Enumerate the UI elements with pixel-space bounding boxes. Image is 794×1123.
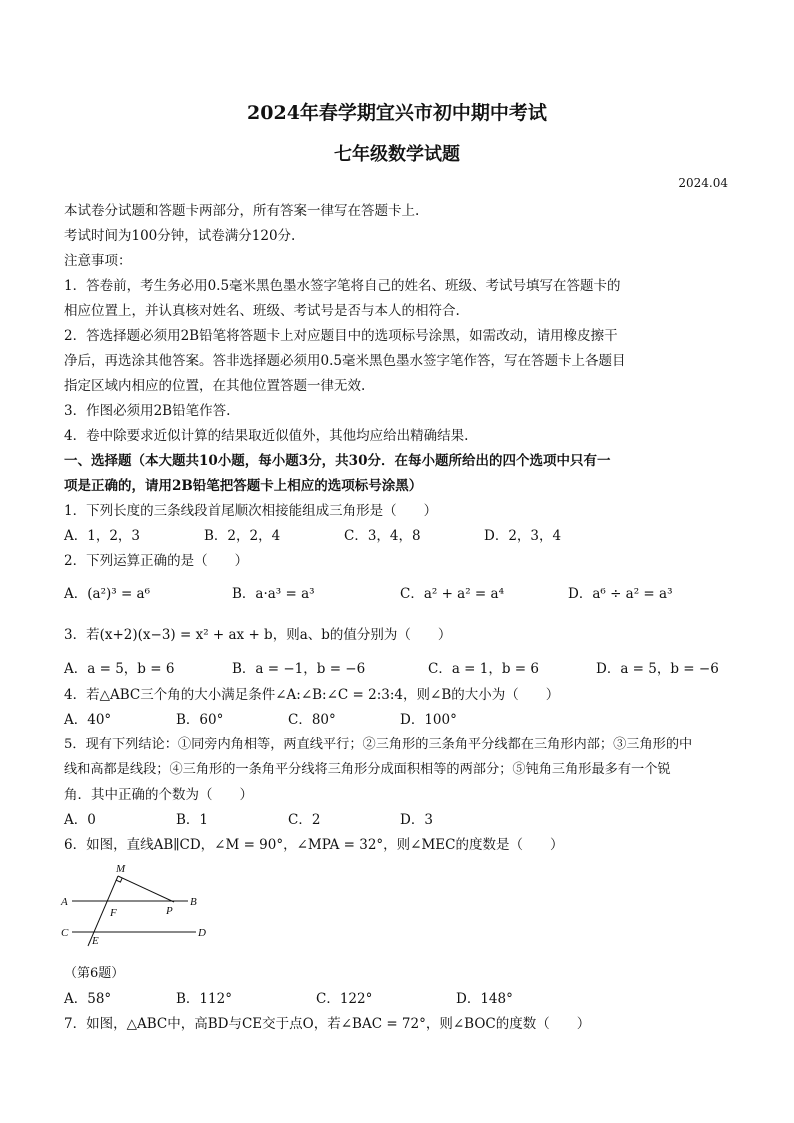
question-6-stem: 6．如图，直线AB∥CD，∠M = 90°，∠MPA = 32°，则∠MEC的度数是（ ） (64, 837, 564, 853)
q3-option-d[interactable]: D．a = 5，b = −6 (596, 661, 719, 677)
label-p: P (166, 905, 173, 917)
q1-option-a[interactable]: A．1，2，3 (64, 528, 141, 544)
question-3-stem: 3．若(x+2)(x−3) = x² + ax + b，则a、b的值分别为（ ） (64, 627, 452, 643)
intro-line: 1．答卷前，考生务必用0.5毫米黑色墨水签字笔将自己的姓名、班级、考试号填写在答题卡的 (64, 278, 621, 294)
section-heading: 一、选择题（本大题共10小题，每小题3分，共30分．在每小题所给出的四个选项中只有一 (64, 453, 611, 469)
q5-option-c[interactable]: C．2 (288, 812, 321, 828)
label-a: A (61, 896, 68, 908)
intro-line: 注意事项： (64, 253, 132, 269)
intro-line: 2．答选择题必须用2B铅笔将答题卡上对应题目中的选项标号涂黑，如需改动，请用橡皮擦干 (64, 328, 618, 344)
q5-option-d[interactable]: D．3 (400, 812, 433, 828)
q2-option-a[interactable]: A．(a²)³ = a⁶ (64, 586, 151, 602)
q5-option-b[interactable]: B．1 (176, 812, 209, 828)
q2-option-b[interactable]: B．a·a³ = a³ (232, 586, 315, 602)
section-heading: 项是正确的，请用2B铅笔把答题卡上相应的选项标号涂黑） (64, 478, 423, 494)
label-d: D (198, 927, 206, 939)
intro-line: 指定区域内相应的位置，在其他位置答题一律无效. (64, 378, 366, 394)
exam-subtitle: 七年级数学试题 (334, 144, 460, 165)
question-1-stem: 1．下列长度的三条线段首尾顺次相接能组成三角形是（ ） (64, 503, 438, 519)
q3-option-c[interactable]: C．a = 1，b = 6 (428, 661, 539, 677)
intro-line: 相应位置上，并认真核对姓名、班级、考试号是否与本人的相符合. (64, 303, 460, 319)
q4-option-a[interactable]: A．40° (64, 712, 112, 728)
label-e: E (92, 935, 99, 947)
question-2-stem: 2．下列运算正确的是（ ） (64, 553, 249, 569)
intro-line: 3．作图必须用2B铅笔作答. (64, 403, 231, 419)
question-5-stem: 角．其中正确的个数为（ ） (64, 787, 253, 803)
q1-option-c[interactable]: C．3，4，8 (344, 528, 421, 544)
q6-option-b[interactable]: B．112° (176, 991, 232, 1007)
question-5-stem: 线和高都是线段；④三角形的一条角平分线将三角形分成面积相等的两部分；⑤钝角三角形最多有一个锐 (64, 762, 671, 777)
q3-option-a[interactable]: A．a = 5，b = 6 (64, 661, 175, 677)
q3-option-b[interactable]: B．a = −1，b = −6 (232, 661, 366, 677)
intro-line: 4．卷中除要求近似计算的结果取近似值外，其他均应给出精确结果. (64, 428, 469, 444)
q6-option-c[interactable]: C．122° (316, 991, 373, 1007)
line-mp (118, 876, 174, 902)
q4-option-c[interactable]: C．80° (288, 712, 336, 728)
question-5-stem: 5．现有下列结论：①同旁内角相等，两直线平行；②三角形的三条角平分线都在三角形内部；③三角形的中 (64, 737, 693, 752)
intro-line: 本试卷分试题和答题卡两部分，所有答案一律写在答题卡上. (64, 203, 420, 219)
q4-option-b[interactable]: B．60° (176, 712, 224, 728)
exam-title: 2024年春学期宜兴市初中期中考试 (247, 102, 547, 124)
intro-line: 净后，再选涂其他答案。答非选择题必须用0.5毫米黑色墨水签字笔作答，写在答题卡上各题目 (64, 353, 626, 369)
q2-option-c[interactable]: C．a² + a² = a⁴ (400, 586, 504, 602)
question-7-stem: 7．如图，△ABC中，高BD与CE交于点O，若∠BAC = 72°，则∠BOC的度数（ ） (64, 1016, 591, 1032)
q1-option-d[interactable]: D．2，3，4 (484, 528, 562, 544)
label-c: C (61, 927, 69, 939)
q4-option-d[interactable]: D．100° (400, 712, 457, 728)
q1-option-b[interactable]: B．2，2，4 (204, 528, 281, 544)
label-f: F (110, 907, 117, 919)
q6-option-a[interactable]: A．58° (64, 991, 112, 1007)
q6-caption: （第6题） (64, 966, 125, 981)
exam-date: 2024.04 (678, 176, 728, 190)
question-4-stem: 4．若△ABC三个角的大小满足条件∠A:∠B:∠C = 2:3:4，则∠B的大小为（ ） (64, 687, 560, 703)
q2-option-d[interactable]: D．a⁶ ÷ a² = a³ (568, 586, 673, 602)
q6-figure (58, 858, 218, 948)
label-b: B (190, 896, 197, 908)
q6-option-d[interactable]: D．148° (456, 991, 513, 1007)
q5-option-a[interactable]: A．0 (64, 812, 96, 828)
intro-line: 考试时间为100分钟，试卷满分120分. (64, 228, 296, 244)
label-m: M (116, 863, 126, 875)
